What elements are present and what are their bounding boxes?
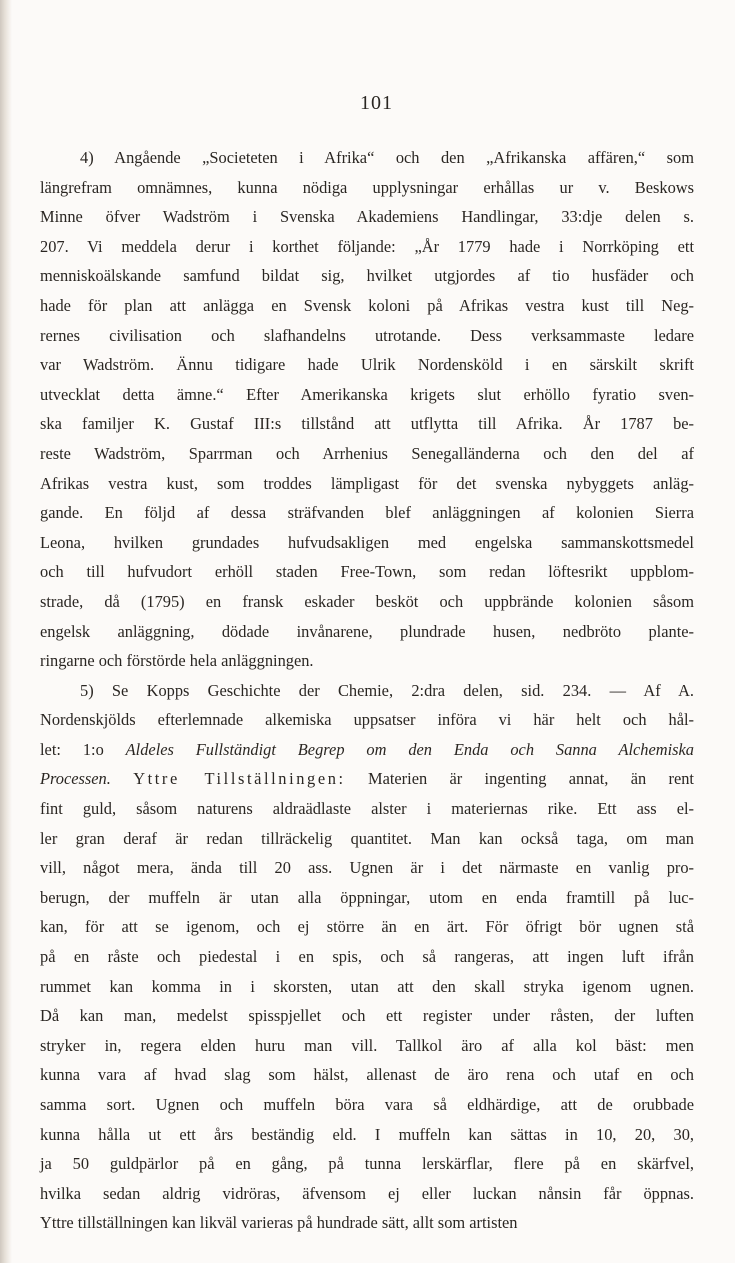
text-line: strade, då (1795) en fransk eskader besköt och uppbrände kolonien såsom (40, 591, 694, 611)
italic-title: Processen. (40, 769, 111, 789)
text-line: gande. En följd af dessa sträfvanden blef anläggningen af kolonien Sierra (40, 503, 694, 523)
text-line: Minne öfver Wadström i Svenska Akademiens Handlingar, 33:dje delen s. (40, 207, 694, 227)
text-line: kunna vara af hvad slag som hälst, allenast de äro rena och utaf en och (40, 1065, 694, 1085)
footnote-5 (40, 676, 694, 1238)
page-number: 101 (360, 92, 393, 114)
text-line (40, 764, 694, 794)
text-line: berugn, der muffeln är utan alla öppningar, utom en enda framtill på luc- (40, 887, 694, 907)
text-line: hvilka sedan aldrig vidröras, äfvensom ej eller luckan nånsin får öppnas. (40, 1183, 694, 1203)
text-line: rernes civilisation och slafhandelns utrotande. Dess verksammaste ledare (40, 325, 694, 345)
text-line: ler gran deraf är redan tillräckelig quantitet. Man kan också taga, om man (40, 828, 694, 848)
page-spine-shadow (0, 0, 12, 1263)
text-run (111, 769, 133, 788)
text-run: Materien är ingenting annat, än rent (345, 769, 694, 789)
text-line: och till hufvudort erhöll staden Free-Town, som redan löftesrikt uppblom- (40, 562, 694, 582)
text-line: vill, något mera, ända till 20 ass. Ugnen är i det närmaste en vanlig pro- (40, 858, 694, 878)
text-line: utvecklat detta ämne.“ Efter Amerikanska krigets slut erhöllo fyratio sven- (40, 384, 694, 404)
text-line: på en råste och piedestal i en spis, och så rangeras, att ingen luft ifrån (40, 947, 694, 967)
text-line: Då kan man, medelst spisspjellet och ett register under råsten, der luften (40, 1006, 694, 1026)
text-line: kunna hålla ut ett års beständig eld. I muffeln kan sättas in 10, 20, 30, (40, 1124, 694, 1144)
text-line: 4) Angående „Societeten i Afrika“ och den „Afrikanska affären,“ som (80, 148, 694, 167)
text-line: ska familjer K. Gustaf III:s tillstånd att utflytta till Afrika. År 1787 be- (40, 414, 694, 434)
text-line: 5) Se Kopps Geschichte der Chemie, 2:dra delen, sid. 234. — Af A. (80, 680, 694, 700)
text-line: var Wadström. Ännu tidigare hade Ulrik Nordensköld i en särskilt skrift (40, 355, 694, 375)
text-line: engelsk anläggning, dödade invånarene, plundrade husen, nedbröto plante- (40, 621, 694, 641)
footnote-4 (40, 143, 694, 676)
text-line: kan, för att se igenom, och ej större än en ärt. För öfrigt bör ugnen stå (40, 917, 694, 937)
text-line: samma sort. Ugnen och muffeln böra vara så eldhärdige, att de orubbade (40, 1095, 694, 1114)
text-line: Yttre tillställningen kan likväl varieras på hundrade sätt, allt som artisten (40, 1213, 518, 1233)
text-line: hade för plan att anlägga en Svensk koloni på Afrikas vestra kust till Neg- (40, 295, 694, 315)
text-run: let: 1:o (40, 739, 126, 759)
text-line: rummet kan komma in i skorsten, utan att den skall stryka igenom ugnen. (40, 976, 694, 996)
spaced-heading: Yttre Tillställningen: (133, 769, 346, 789)
text-line: reste Wadström, Sparrman och Arrhenius Senegalländerna och den del af (40, 443, 694, 463)
italic-title: Aldeles Fullständigt Begrep om den Enda och Sanna Alchemiska (125, 739, 695, 759)
text-line (40, 735, 694, 765)
text-line: menniskoälskande samfund bildat sig, hvilket utgjordes af tio husfäder och (40, 266, 694, 286)
text-line: Nordenskjölds efterlemnade alkemiska uppsatser införa vi här helt och hål- (40, 710, 694, 730)
text-line: Afrikas vestra kust, som troddes lämpligast för det svenska nybyggets anläg- (40, 473, 694, 493)
text-line: fint guld, såsom naturens aldraädlaste alster i materiernas rike. Ett ass el- (40, 799, 694, 819)
text-line: Leona, hvilken grundades hufvudsakligen med engelska sammanskottsmedel (40, 532, 694, 552)
text-line: längrefram omnämnes, kunna nödiga upplysningar erhållas ur v. Beskows (40, 177, 694, 197)
body-text (40, 143, 694, 1238)
text-line: ja 50 guldpärlor på en gång, på tunna lerskärflar, flere på en skärfvel, (40, 1154, 694, 1174)
text-line: stryker in, regera elden huru man vill. Tallkol äro af alla kol bäst: men (40, 1035, 694, 1055)
text-line: ringarne och förstörde hela anläggningen. (40, 651, 314, 671)
text-line: 207. Vi meddela derur i korthet följande: „År 1779 hade i Norrköping ett (40, 236, 694, 256)
